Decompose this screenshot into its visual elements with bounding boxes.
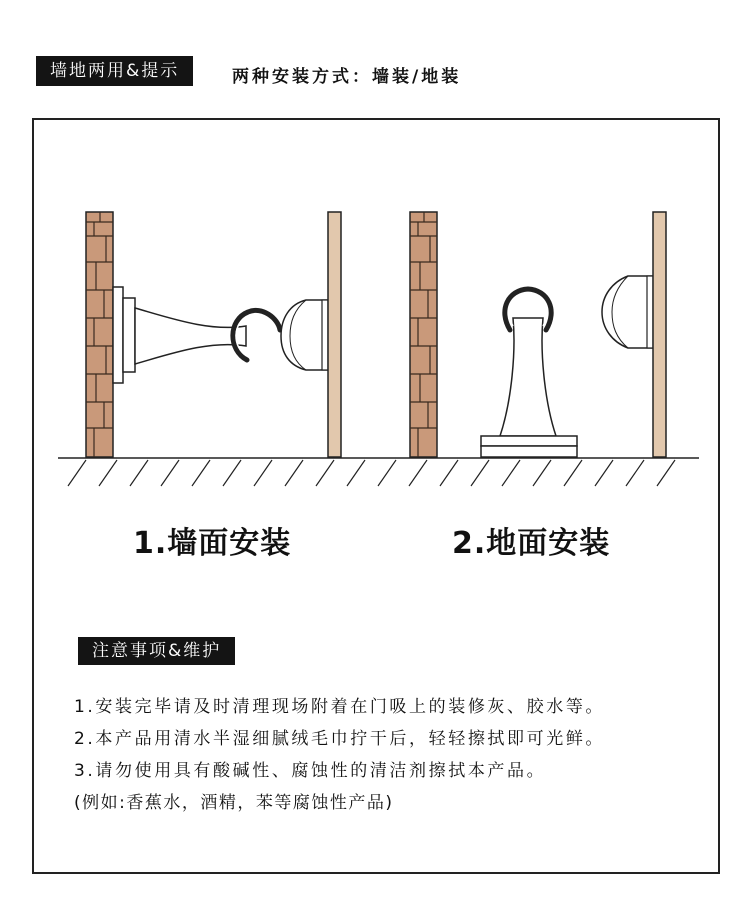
door-panel-left <box>328 212 341 457</box>
ground-hatch-line <box>440 460 458 486</box>
ground-hatch-line <box>657 460 675 486</box>
ground-hatch-line <box>347 460 365 486</box>
floor-stopper-body <box>500 318 556 436</box>
ground-hatch-line <box>285 460 303 486</box>
ground-hatch-line <box>409 460 427 486</box>
ground-hatch-line <box>595 460 613 486</box>
floor-mount-illustration <box>410 212 666 457</box>
ground-line <box>58 458 699 486</box>
ground-hatch-line <box>564 460 582 486</box>
section-tag-care: 注意事项&维护 <box>78 637 235 665</box>
care-note-2: 2.本产品用清水半湿细腻绒毛巾拧干后，轻轻擦拭即可光鲜。 <box>74 729 606 749</box>
door-panel-right <box>653 212 666 457</box>
ground-hatch-line <box>533 460 551 486</box>
section-tag-usage: 墙地两用&提示 <box>36 56 193 86</box>
ground-hatch-line <box>502 460 520 486</box>
care-note-1: 1.安装完毕请及时清理现场附着在门吸上的装修灰、胶水等。 <box>74 697 606 717</box>
ground-hatch-line <box>316 460 334 486</box>
brick-wall-right <box>410 212 437 457</box>
ground-hatch-line <box>378 460 396 486</box>
ground-hatch-line <box>254 460 272 486</box>
door-catch-right <box>602 276 653 348</box>
care-note-4: (例如:香蕉水，酒精，苯等腐蚀性产品) <box>74 793 394 813</box>
ground-hatch-line <box>471 460 489 486</box>
ground-hatch-line <box>223 460 241 486</box>
wall-stopper-body <box>135 308 246 364</box>
wall-mount-illustration <box>86 212 341 457</box>
ground-hatch-line <box>99 460 117 486</box>
ground-hatch-line <box>130 460 148 486</box>
door-catch-left <box>281 300 328 370</box>
brick-wall-left <box>86 212 113 457</box>
care-note-3: 3.请勿使用具有酸碱性、腐蚀性的清洁剂擦拭本产品。 <box>74 761 547 781</box>
ground-hatch-line <box>626 460 644 486</box>
ground-hatch-line <box>192 460 210 486</box>
floor-base-plate <box>481 436 577 446</box>
wall-install-caption: 1.墙面安装 <box>133 526 292 561</box>
wall-base-plate <box>113 287 123 383</box>
floor-install-caption: 2.地面安装 <box>452 526 611 561</box>
ground-hatch-line <box>68 460 86 486</box>
ground-hatch-line <box>161 460 179 486</box>
installation-subtitle: 两种安装方式：墙装/地装 <box>232 67 462 87</box>
